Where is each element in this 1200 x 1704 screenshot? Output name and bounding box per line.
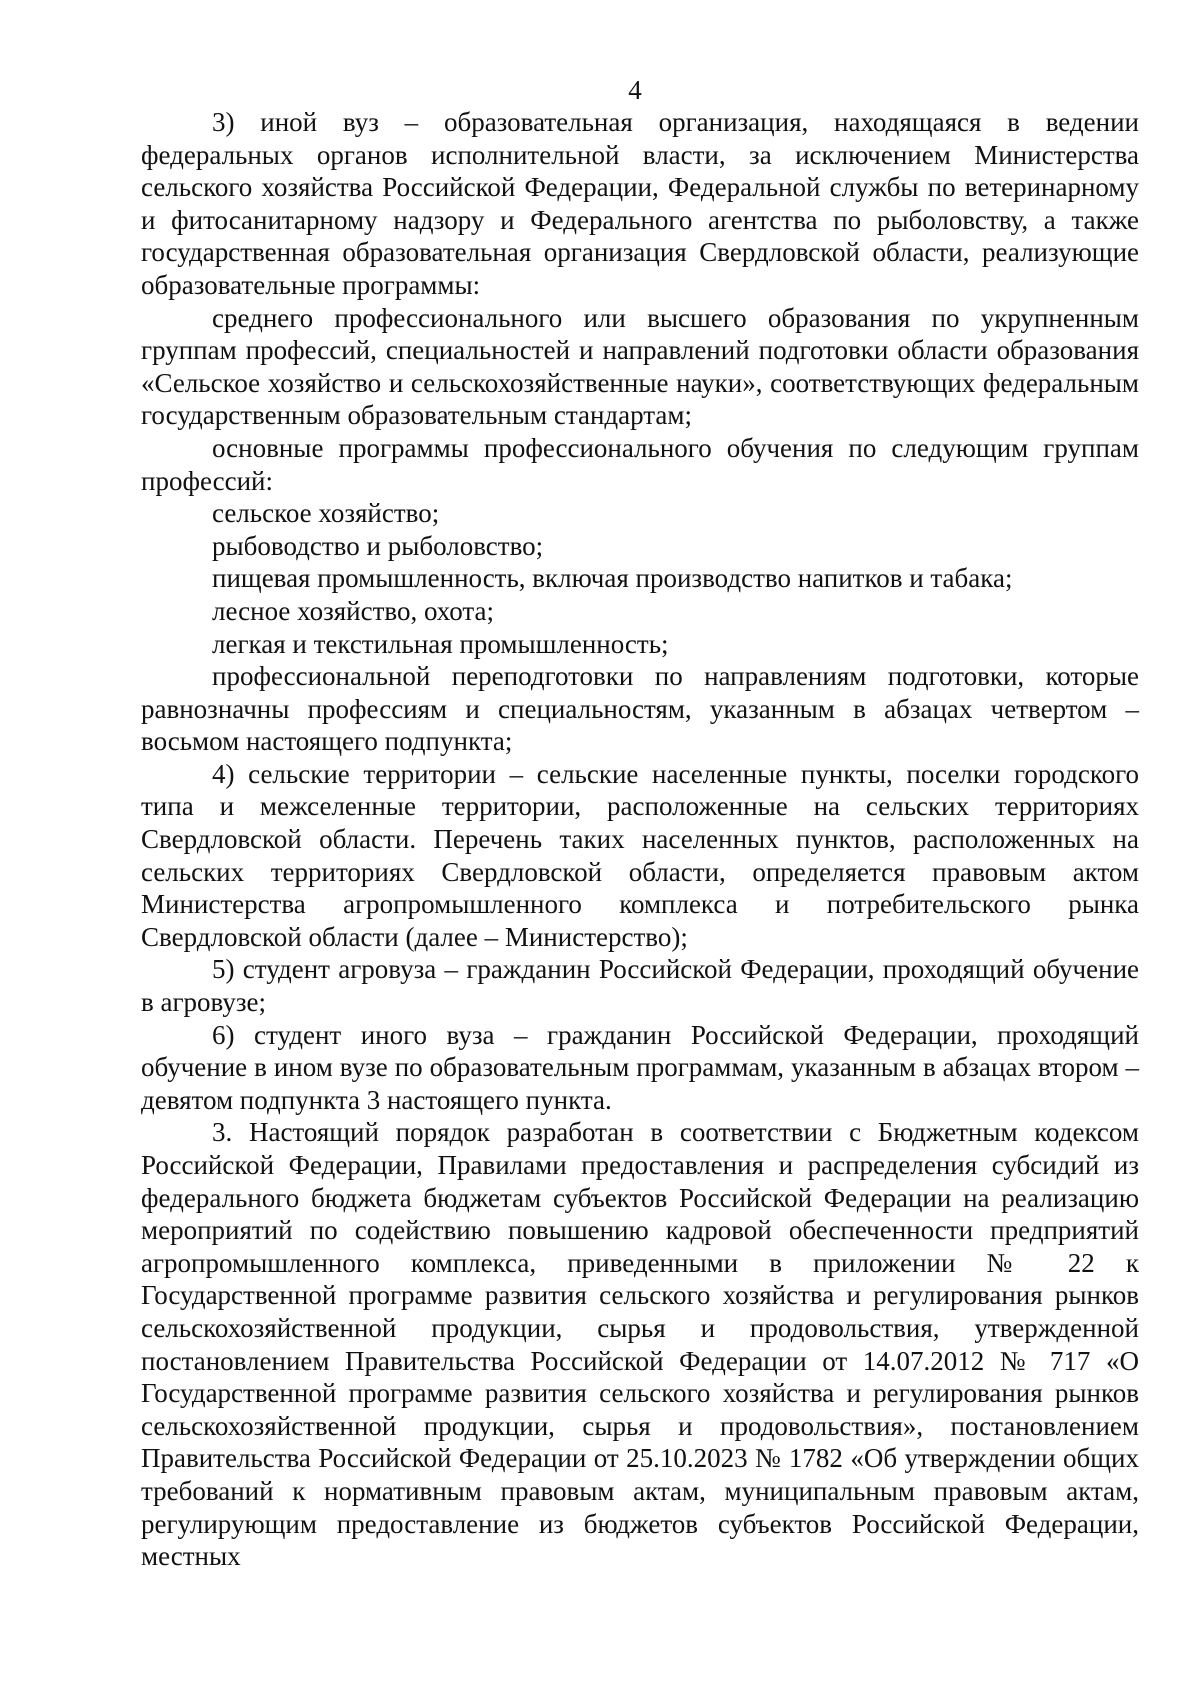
paragraph-vocational-training-programs: основные программы профессионального обучения по следующим группам профессий:	[141, 432, 1139, 496]
paragraph-secondary-higher-education: среднего профессионального или высшего образования по укрупненным группам профессий, специальностей и направлений подготовки области образования «Сельское хозяйство и сельскохозяйственные науки», соответствующих федеральным государственным образовательным стандартам;	[141, 302, 1139, 431]
paragraph-section-3-legal-basis: 3. Настоящий порядок разработан в соответствии с Бюджетным кодексом Российской Федерации, Правилами предоставления и распределения субсидий из федерального бюджета бюджетам субъектов Российской Федерации на реализацию мероприятий по содействию повышению кадровой обеспеченности предприятий агропромышленного комплекса, приведенными в приложении № 22 к Государственной программе развития сельского хозяйства и регулирования рынков сельскохозяйственной продукции, сырья и продовольствия, утвержденной постановлением Правительства Российской Федерации от 14.07.2012 № 717 «О Государственной программе развития сельского хозяйства и регулирования рынков сельскохозяйственной продукции, сырья и продовольствия», постановлением Правительства Российской Федерации от 25.10.2023 № 1782 «Об утверждении общих требований к нормативным правовым актам, муниципальным правовым актам, регулирующим предоставление из бюджетов субъектов Российской Федерации, местных	[141, 1117, 1139, 1572]
list-item-agriculture: сельское хозяйство;	[212, 498, 440, 529]
paragraph-item-3-other-university: 3) иной вуз – образовательная организация, находящаяся в ведении федеральных органов исполнительной власти, за исключением Министерства сельского хозяйства Российской Федерации, Федеральной службы по ветеринарному и фитосанитарному надзору и Федерального агентства по рыболовству, а также государственная образовательная организация Свердловской области, реализующие образовательные программы:	[141, 107, 1139, 300]
list-item-food-industry: пищевая промышленность, включая производство напитков и табака;	[212, 563, 1013, 594]
document-body	[141, 106, 1139, 1573]
paragraph-item-6-other-student: 6) студент иного вуза – гражданин Российской Федерации, проходящий обучение в ином вузе по образовательным программам, указанным в абзацах втором – девятом подпункта 3 настоящего пункта.	[141, 1019, 1139, 1115]
list-item-forestry-hunting: лесное хозяйство, охота;	[212, 595, 495, 626]
list-item-light-textile-industry: легкая и текстильная промышленность;	[212, 628, 669, 659]
paragraph-professional-retraining: профессиональной переподготовки по направлениям подготовки, которые равнозначны профессиям и специальностям, указанным в абзацах четвертом – восьмом настоящего подпункта;	[141, 661, 1139, 757]
list-item-fish-farming: рыбоводство и рыболовство;	[212, 530, 544, 561]
page-number: 4	[628, 75, 642, 105]
paragraph-item-5-agro-student: 5) студент агровуза – гражданин Российской Федерации, проходящий обучение в агровузе;	[141, 954, 1139, 1018]
paragraph-item-4-rural-territories: 4) сельские территории – сельские населенные пункты, поселки городского типа и межселенные территории, расположенные на сельских территориях Свердловской области. Перечень таких населенных пунктов, расположенных на сельских территориях Свердловской области, определяется правовым актом Министерства агропромышленного комплекса и потребительского рынка Свердловской области (далее – Министерство);	[141, 758, 1139, 952]
